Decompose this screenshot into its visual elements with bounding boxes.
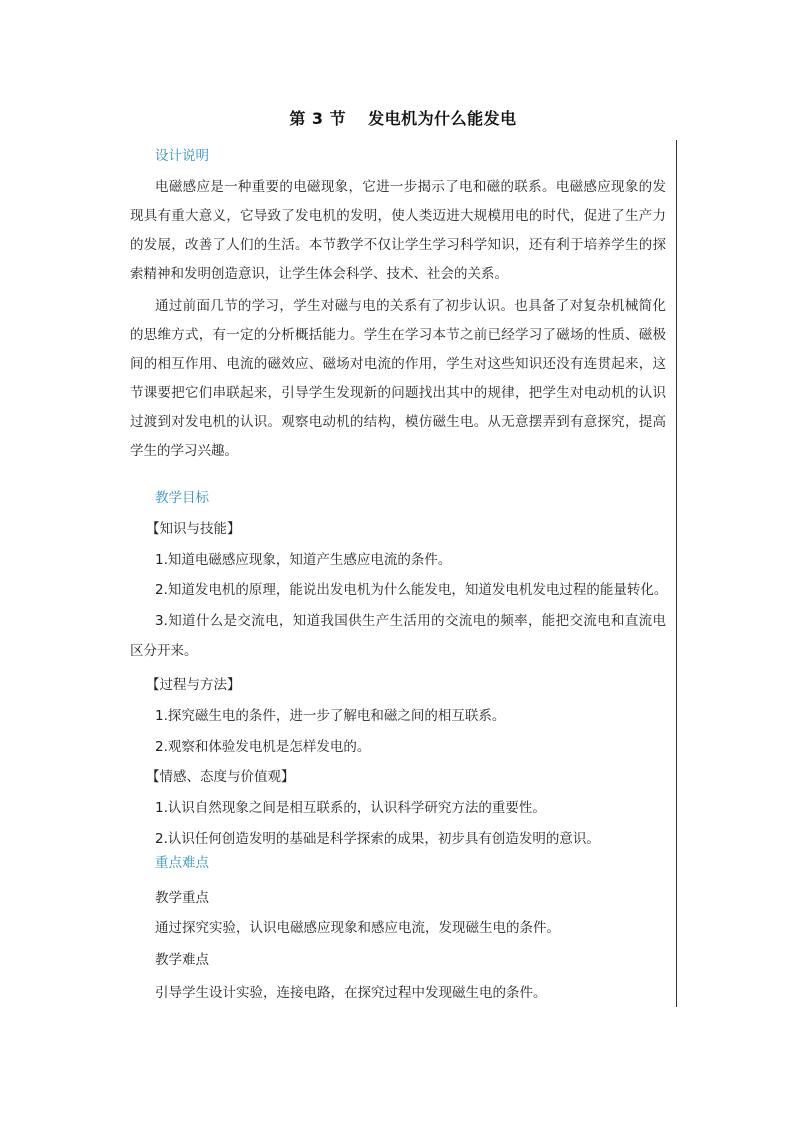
- process-item-1: 1.探究磁生电的条件，进一步了解电和磁之间的相互联系。: [155, 708, 506, 724]
- right-margin-rule: [676, 140, 677, 1007]
- difficulty-text: 引导学生设计实验，连接电路，在探究过程中发现磁生电的条件。: [155, 985, 547, 1001]
- page-title: [130, 106, 676, 129]
- process-item-2: 2.观察和体验发电机是怎样发电的。: [155, 739, 371, 755]
- knowledge-item-2: 2.知道发电机的原理，能说出发电机为什么能发电，知道发电机发电过程的能量转化。: [155, 582, 668, 598]
- difficulty-label: 教学难点: [155, 952, 209, 968]
- process-label: 【过程与方法】: [146, 677, 241, 693]
- knowledge-item-3: 3.知道什么是交流电，知道我国供生产生活用的交流电的频率，能把交流电和直流电区分开来。: [130, 613, 666, 659]
- knowledge-label: 【知识与技能】: [146, 521, 241, 537]
- focus-text: 通过探究实验，认识电磁感应现象和感应电流，发现磁生电的条件。: [155, 920, 560, 936]
- objectives-heading: 教学目标: [155, 490, 209, 506]
- design-notes-paragraph-2: 通过前面几节的学习，学生对磁与电的关系有了初步认识。也具备了对复杂机械简化的思维方式，有一定的分析概括能力。学生在学习本节之前已经学习了磁场的性质、磁极间的相互作用、电流的磁效应、磁场对电流的作用，学生对这些知识还没有连贯起来，这节课要把它们串联起来，引导学生发现新的问题找出其中的规律，把学生对电动机的认识过渡到对发电机的认识。观察电动机的结构，模仿磁生电。从无意摆弄到有意探究，提高学生的学习兴趣。: [130, 298, 666, 459]
- knowledge-item-1: 1.知道电磁感应现象，知道产生感应电流的条件。: [155, 552, 452, 568]
- section-number: 第 3 节: [289, 109, 347, 128]
- emotion-item-2: 2.认识任何创造发明的基础是科学探索的成果，初步具有创造发明的意识。: [155, 831, 600, 847]
- focus-label: 教学重点: [155, 890, 209, 906]
- section-name: 发电机为什么能发电: [368, 109, 517, 128]
- design-notes-heading: 设计说明: [155, 148, 209, 164]
- design-notes-paragraph-1: 电磁感应是一种重要的电磁现象，它进一步揭示了电和磁的联系。电磁感应现象的发现具有重大意义，它导致了发电机的发明，使人类迈进大规模用电的时代，促进了生产力的发展，改善了人们的生活。本节教学不仅让学生学习科学知识，还有利于培养学生的探索精神和发明创造意识，让学生体会科学、技术、社会的关系。: [130, 179, 666, 282]
- emotion-label: 【情感、态度与价值观】: [146, 769, 295, 785]
- key-points-heading: 重点难点: [155, 855, 209, 871]
- emotion-item-1: 1.认识自然现象之间是相互联系的，认识科学研究方法的重要性。: [155, 800, 546, 816]
